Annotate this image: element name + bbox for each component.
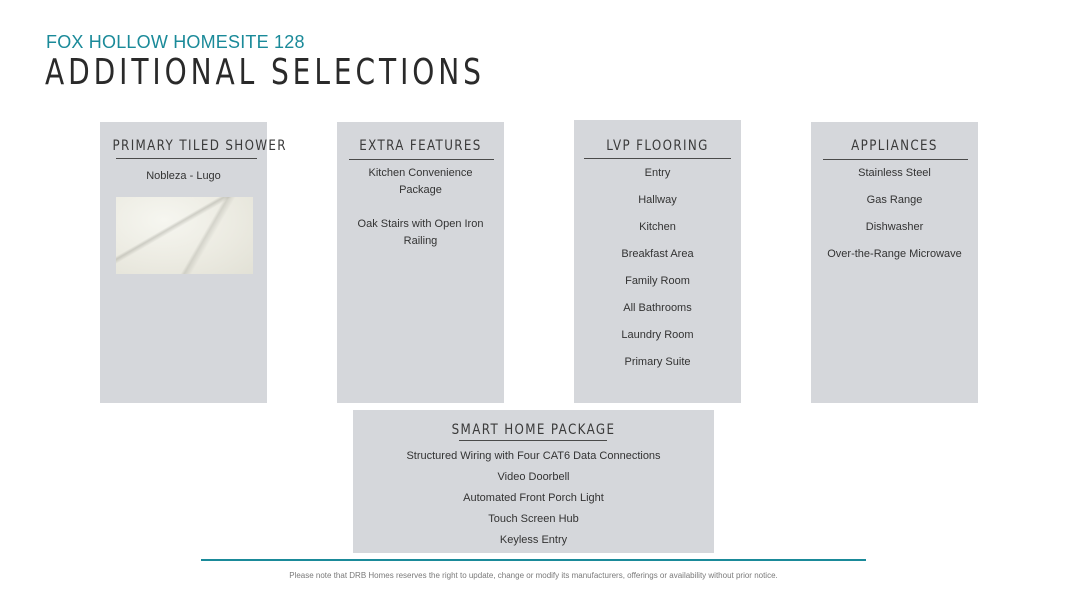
extra-feature-item: Oak Stairs with Open Iron Railing	[357, 218, 484, 247]
shower-tile-selection: Nobleza - Lugo	[146, 170, 221, 182]
panel-divider	[823, 159, 968, 160]
flooring-room-item: Breakfast Area	[621, 248, 694, 260]
panel-title-smart-home: SMART HOME PACKAGE	[451, 422, 616, 438]
page-title: ADDITIONAL SELECTIONS	[45, 52, 485, 93]
appliance-item: Stainless Steel	[858, 167, 931, 179]
smart-home-item: Automated Front Porch Light	[463, 492, 604, 504]
appliance-item: Gas Range	[866, 194, 923, 206]
flooring-room-item: Entry	[644, 167, 671, 179]
footer-disclaimer: Please note that DRB Homes reserves the right to update, change or modify its manufacturers, offerings or availability without prior notice.	[289, 571, 778, 580]
appliance-item: Dishwasher	[865, 221, 924, 233]
panel-title-appliances: APPLIANCES	[851, 138, 938, 154]
panel-divider	[116, 158, 257, 159]
extra-feature-item: Kitchen Convenience Package	[368, 167, 473, 196]
flooring-room-item: Family Room	[625, 275, 690, 287]
panel-lvp-flooring	[574, 120, 741, 403]
homesite-subtitle: FOX HOLLOW HOMESITE 128	[46, 32, 305, 52]
flooring-room-item: Kitchen	[639, 221, 676, 233]
panel-title-lvp: LVP FLOORING	[606, 138, 709, 154]
panel-divider	[349, 159, 494, 160]
smart-home-item: Video Doorbell	[497, 471, 570, 483]
flooring-room-item: All Bathrooms	[623, 302, 692, 314]
panel-primary-tiled-shower	[100, 122, 287, 403]
panel-appliances	[811, 122, 978, 403]
flooring-room-item: Hallway	[638, 194, 677, 206]
footer-divider	[201, 559, 866, 561]
panel-smart-home-package	[353, 410, 714, 553]
flooring-room-item: Laundry Room	[621, 329, 694, 341]
smart-home-item: Keyless Entry	[499, 534, 568, 546]
panel-divider	[459, 440, 607, 441]
marble-tile-swatch	[116, 197, 253, 274]
panel-divider	[584, 158, 731, 159]
flooring-room-item: Primary Suite	[624, 356, 691, 368]
smart-home-item: Structured Wiring with Four CAT6 Data Connections	[406, 450, 661, 462]
smart-home-item: Touch Screen Hub	[488, 513, 579, 525]
panel-title-extra: EXTRA FEATURES	[359, 138, 482, 154]
panel-extra-features	[337, 122, 504, 403]
appliance-item: Over-the-Range Microwave	[827, 248, 962, 260]
panel-title-shower: PRIMARY TILED SHOWER	[112, 138, 287, 154]
